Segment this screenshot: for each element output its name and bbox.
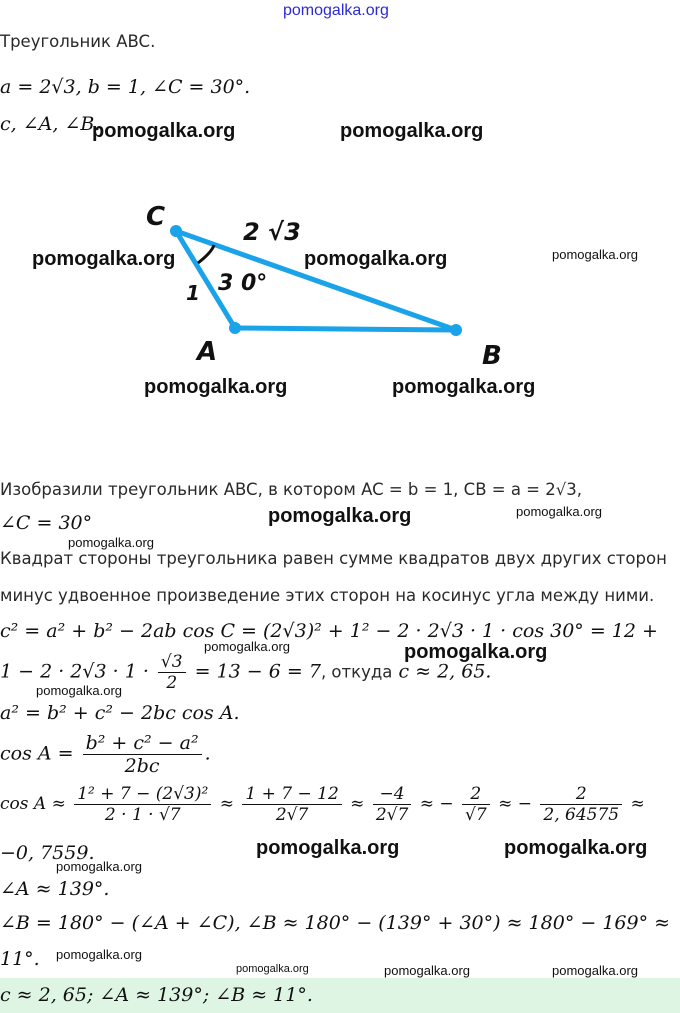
angle-c-arc <box>198 245 214 263</box>
approx-neg-1: ≈ − <box>419 794 454 814</box>
cosine-rule-line1: Квадрат стороны треугольника равен сумме квадратов двух других сторон <box>0 549 667 568</box>
calc-result: −0, 7559. <box>0 842 95 864</box>
vertex-c-label: C <box>146 202 166 232</box>
watermark: pomogalka.org <box>256 837 400 859</box>
given-title: Треугольник ABC. <box>0 32 156 51</box>
watermark: pomogalka.org <box>552 963 638 978</box>
watermark: pomogalka.org <box>340 120 484 142</box>
angle-b-line2: 11°. <box>0 948 40 970</box>
watermark: pomogalka.org <box>504 837 648 859</box>
eq1b-start: 1 − 2 · 2√3 · 1 · <box>0 660 149 683</box>
side-ca-label: 1 <box>186 281 200 305</box>
side-ab <box>235 328 456 330</box>
calc-f5-num: 2 <box>540 784 622 805</box>
answer-bar <box>0 978 680 1013</box>
watermark: pomogalka.org <box>384 963 470 978</box>
cos-a-num: b² + c² − a² <box>83 732 202 755</box>
solution-intro-line1: Изобразили треугольник ABC, в котором AC = b = 1, CB = a = 2√3, <box>0 480 583 499</box>
watermark: pomogalka.org <box>404 641 548 663</box>
watermark: pomogalka.org <box>56 859 142 874</box>
calc-f3-num: −4 <box>373 784 411 805</box>
watermark: pomogalka.org <box>268 505 412 527</box>
fraction-num: √3 <box>158 652 186 673</box>
equation-c-squared-line1: c² = a² + b² − 2ab cos C = (2√3)² + 1² − 2 · 2√3 · 1 · cos 30° = 12 + <box>0 620 658 642</box>
final-answer: c ≈ 2, 65; ∠A ≈ 139°; ∠B ≈ 11°. <box>0 984 313 1006</box>
eq1b-approx: c ≈ 2, 65. <box>398 660 492 683</box>
watermark: pomogalka.org <box>304 248 448 270</box>
cos-a-den: 2bc <box>124 755 160 777</box>
calc-f4-num: 2 <box>462 784 490 805</box>
watermark: pomogalka.org <box>236 963 309 975</box>
calc-fraction-4 <box>462 784 490 825</box>
vertex-a-label: A <box>197 337 218 367</box>
cos-a-dot: . <box>204 742 211 765</box>
triangle-diagram <box>0 190 680 380</box>
watermark: pomogalka.org <box>516 504 602 519</box>
angle-a-result: ∠A ≈ 139°. <box>0 878 110 900</box>
watermark: pomogalka.org <box>392 376 536 398</box>
watermark: pomogalka.org <box>36 683 122 698</box>
calc-f4-den: √7 <box>465 805 487 825</box>
vertex-b-label: B <box>482 341 502 371</box>
eq1b-end: = 13 − 6 = 7 <box>194 660 321 683</box>
cos-a-lhs: cos A = <box>0 742 74 765</box>
fraction-sqrt3-over-2 <box>158 652 186 693</box>
vertex-c-dot <box>170 225 182 237</box>
solution-intro-line2: ∠C = 30° <box>0 512 93 534</box>
angle-b-line1: ∠B = 180° − (∠A + ∠C), ∠B ≈ 180° − (139° + 30°) ≈ 180° − 169° ≈ <box>0 912 671 934</box>
side-cb-label: 2 √3 <box>243 218 301 246</box>
find-values: c, ∠A, ∠B. <box>0 113 101 135</box>
calc-f2-den: 2√7 <box>275 805 309 825</box>
given-values: a = 2√3, b = 1, ∠C = 30°. <box>0 76 251 98</box>
approx-3: ≈ <box>630 794 645 814</box>
cos-a-fraction <box>83 732 202 777</box>
watermark: pomogalka.org <box>204 639 290 654</box>
calc-f5-den: 2, 64575 <box>543 805 620 825</box>
vertex-b-dot <box>450 324 462 336</box>
watermark: pomogalka.org <box>68 535 154 550</box>
equation-a-squared: a² = b² + c² − 2bc cos A. <box>0 702 240 724</box>
calc-f3-den: 2√7 <box>375 805 409 825</box>
cosine-rule-line2: минус удвоенное произведение этих сторон на косинус угла между ними. <box>0 586 655 605</box>
watermark-top-link[interactable]: pomogalka.org <box>283 2 389 19</box>
calc-f1-num: 1² + 7 − (2√3)² <box>74 784 211 805</box>
watermark: pomogalka.org <box>144 376 288 398</box>
eq1b-text: , откуда <box>320 662 393 682</box>
cos-a-calculation <box>0 784 645 825</box>
calc-fraction-5 <box>540 784 622 825</box>
calc-f1-den: 2 · 1 · √7 <box>104 805 181 825</box>
watermark: pomogalka.org <box>56 947 142 962</box>
calc-fraction-3 <box>373 784 411 825</box>
calc-fraction-1 <box>74 784 211 825</box>
watermark: pomogalka.org <box>32 248 176 270</box>
approx-neg-2: ≈ − <box>498 794 532 814</box>
watermark: pomogalka.org <box>92 120 236 142</box>
calc-f2-num: 1 + 7 − 12 <box>242 784 341 805</box>
calc-fraction-2 <box>242 784 341 825</box>
calc-lhs: cos A ≈ <box>0 794 66 814</box>
fraction-den: 2 <box>166 673 178 693</box>
approx-1: ≈ <box>219 794 234 814</box>
angle-c-label: 3 0° <box>218 271 268 296</box>
watermark: pomogalka.org <box>552 247 638 262</box>
vertex-a-dot <box>229 322 241 334</box>
cos-a-formula <box>0 732 211 777</box>
approx-2: ≈ <box>350 794 365 814</box>
